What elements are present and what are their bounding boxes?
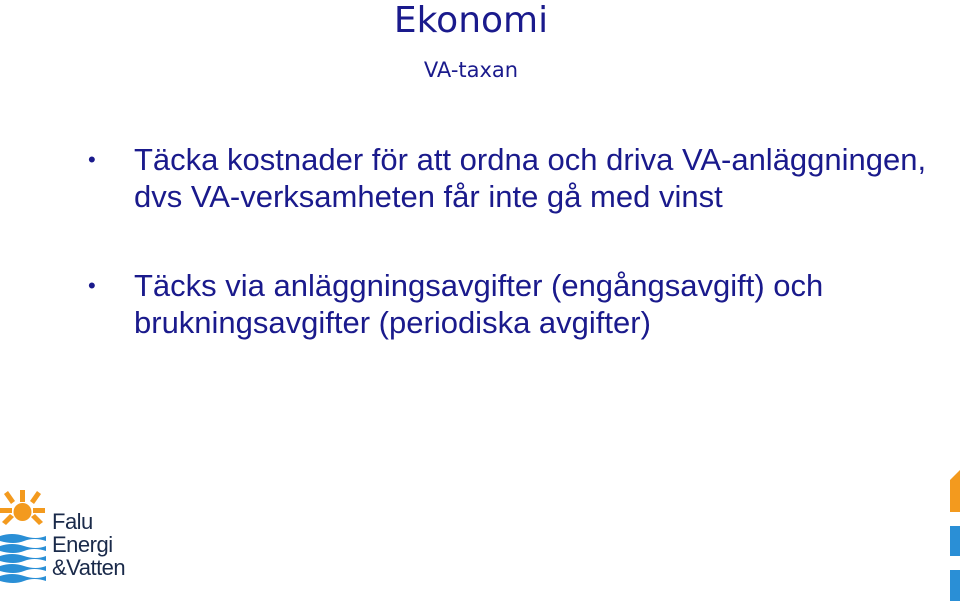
bullet-text: Täcks via anläggningsavgifter (engångsavgift) och brukningsavgifter (periodiska avgifter) bbox=[134, 268, 824, 340]
logo-line: Energi bbox=[52, 532, 113, 557]
bullet-dot-icon: • bbox=[88, 147, 96, 172]
bullet-item bbox=[88, 267, 928, 341]
logo-line: &Vatten bbox=[52, 555, 126, 580]
bullet-text: Täcka kostnader för att ordna och driva VA-anläggningen, dvs VA-verksamheten får inte gå med vinst bbox=[134, 142, 927, 214]
bullet-item bbox=[88, 141, 928, 215]
slide-subtitle: VA-taxan bbox=[423, 58, 519, 82]
bullet-dot-icon: • bbox=[88, 273, 96, 298]
logo-line: Falu bbox=[52, 509, 93, 534]
company-logo bbox=[0, 488, 150, 586]
slide-title: Ekonomi bbox=[393, 0, 549, 41]
sun-wave-logo-icon bbox=[0, 488, 48, 586]
logo-wordmark bbox=[52, 510, 125, 579]
bullet-list bbox=[88, 141, 928, 341]
edge-decoration-icon bbox=[946, 470, 960, 601]
